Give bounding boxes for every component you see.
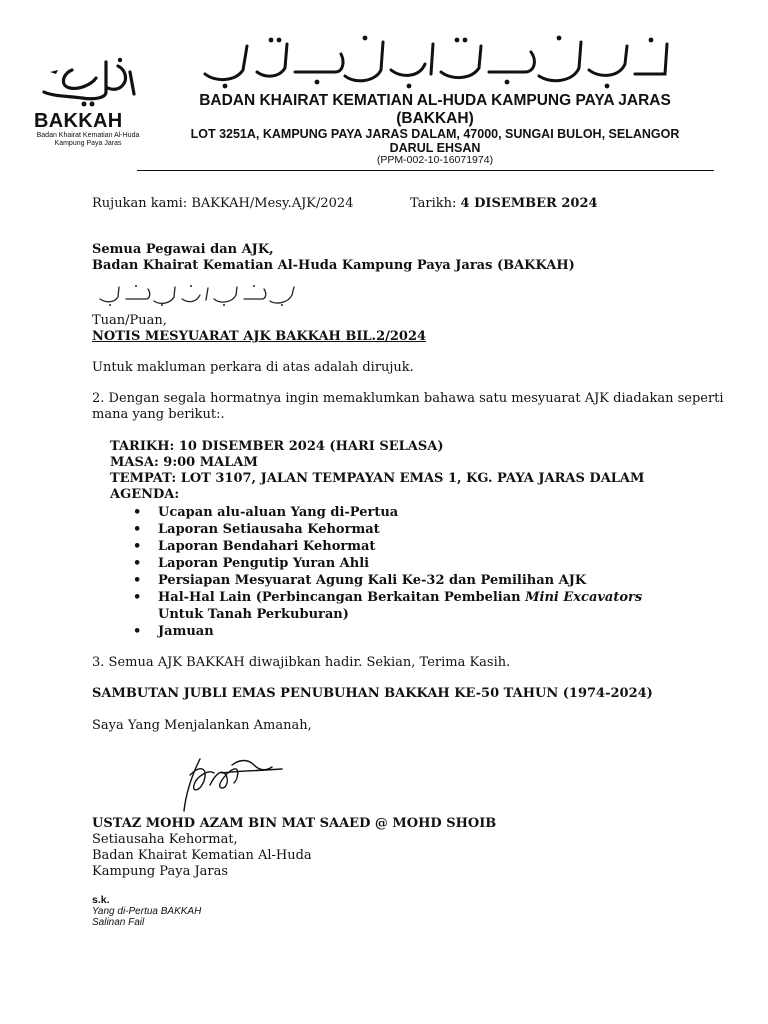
cc-label: s.k.: [92, 894, 110, 906]
registration-number: (PPM-002-10-16071974): [376, 154, 494, 166]
paragraph-2-line-2: mana yang berikut:.: [92, 407, 225, 422]
agenda-item: • Laporan Pengutip Yuran Ahli: [133, 555, 642, 572]
signatory-name: USTAZ MOHD AZAM BIN MAT SAAED @ MOHD SHOIB: [92, 816, 497, 831]
signatory-organization-line-1: Badan Khairat Kematian Al-Huda: [92, 848, 312, 863]
agenda-item: • Laporan Bendahari Kehormat: [133, 538, 642, 555]
logo-wordmark: BAKKAH: [34, 110, 123, 132]
date-label: Tarikh:: [410, 196, 461, 211]
recipient-line-1: Semua Pegawai dan AJK,: [92, 242, 274, 257]
agenda-label: AGENDA:: [110, 487, 180, 502]
jubilee-announcement: SAMBUTAN JUBLI EMAS PENUBUHAN BAKKAH KE-50 TAHUN (1974-2024): [92, 686, 653, 701]
meeting-date: TARIKH: 10 DISEMBER 2024 (HARI SELASA): [110, 439, 444, 454]
agenda-item: • Ucapan alu-aluan Yang di-Pertua: [133, 504, 642, 521]
cc-recipient-1: Yang di-Pertua BAKKAH: [92, 906, 202, 917]
reference-number: Rujukan kami: BAKKAH/Mesy.AJK/2024: [92, 196, 354, 211]
date-value: 4 DISEMBER 2024: [460, 196, 598, 211]
cc-recipient-2: Salinan Fail: [92, 917, 145, 928]
agenda-item-text: Hal-Hal Lain (Perbincangan Berkaitan Pembelian: [158, 590, 526, 605]
letterhead-divider: [137, 170, 714, 171]
agenda-item: • Jamuan: [133, 623, 642, 640]
jawi-organization-name-calligraphy: [195, 34, 675, 90]
logo-subtitle-line-2: Kampung Paya Jaras: [54, 140, 122, 147]
salutation: Tuan/Puan,: [92, 313, 167, 328]
paragraph-1: Untuk makluman perkara di atas adalah dirujuk.: [92, 360, 414, 375]
organization-address: [170, 127, 700, 155]
meeting-venue: TEMPAT: LOT 3107, JALAN TEMPAYAN EMAS 1, KG. PAYA JARAS DALAM: [110, 471, 645, 486]
recipient-line-2: Badan Khairat Kematian Al-Huda Kampung Paya Jaras (BAKKAH): [92, 258, 575, 273]
address-line-2: DARUL EHSAN: [389, 141, 481, 155]
agenda-item: • Persiapan Mesyuarat Agung Kali Ke-32 dan Pemilihan AJK: [133, 572, 642, 589]
logo-subtitle: [24, 132, 152, 148]
paragraph-2-line-1: 2. Dengan segala hormatnya ingin memaklumkan bahawa satu mesyuarat AJK diadakan seperti: [92, 391, 724, 406]
logo-subtitle-line-1: Badan Khairat Kematian Al-Huda: [36, 132, 140, 139]
closing-line: Saya Yang Menjalankan Amanah,: [92, 718, 312, 733]
handwritten-signature: [170, 745, 290, 817]
arabic-calligraphy-logo: [22, 52, 150, 114]
agenda-item-continuation: Untuk Tanah Perkuburan): [158, 607, 349, 622]
organization-name-line-2: (BAKKAH): [396, 110, 474, 127]
signatory-title: Setiausaha Kehormat,: [92, 832, 238, 847]
meeting-time: MASA: 9:00 MALAM: [110, 455, 258, 470]
letter-subject: NOTIS MESYUARAT AJK BAKKAH BIL.2/2024: [92, 329, 427, 344]
letter-date: [410, 196, 598, 212]
organization-logo: [22, 52, 150, 152]
agenda-list: [133, 504, 642, 640]
agenda-item: [133, 589, 642, 623]
address-line-1: LOT 3251A, KAMPUNG PAYA JARAS DALAM, 47000, SUNGAI BULOH, SELANGOR: [190, 127, 680, 141]
agenda-item-italic-text: Mini Excavators: [525, 590, 643, 605]
signatory-organization-line-2: Kampung Paya Jaras: [92, 864, 229, 879]
arabic-greeting-calligraphy: [96, 283, 301, 307]
organization-name: [170, 92, 700, 128]
organization-name-line-1: BADAN KHAIRAT KEMATIAN AL-HUDA KAMPUNG PAYA JARAS: [199, 92, 671, 109]
paragraph-3: 3. Semua AJK BAKKAH diwajibkan hadir. Sekian, Terima Kasih.: [92, 655, 511, 670]
agenda-item: • Laporan Setiausaha Kehormat: [133, 521, 642, 538]
